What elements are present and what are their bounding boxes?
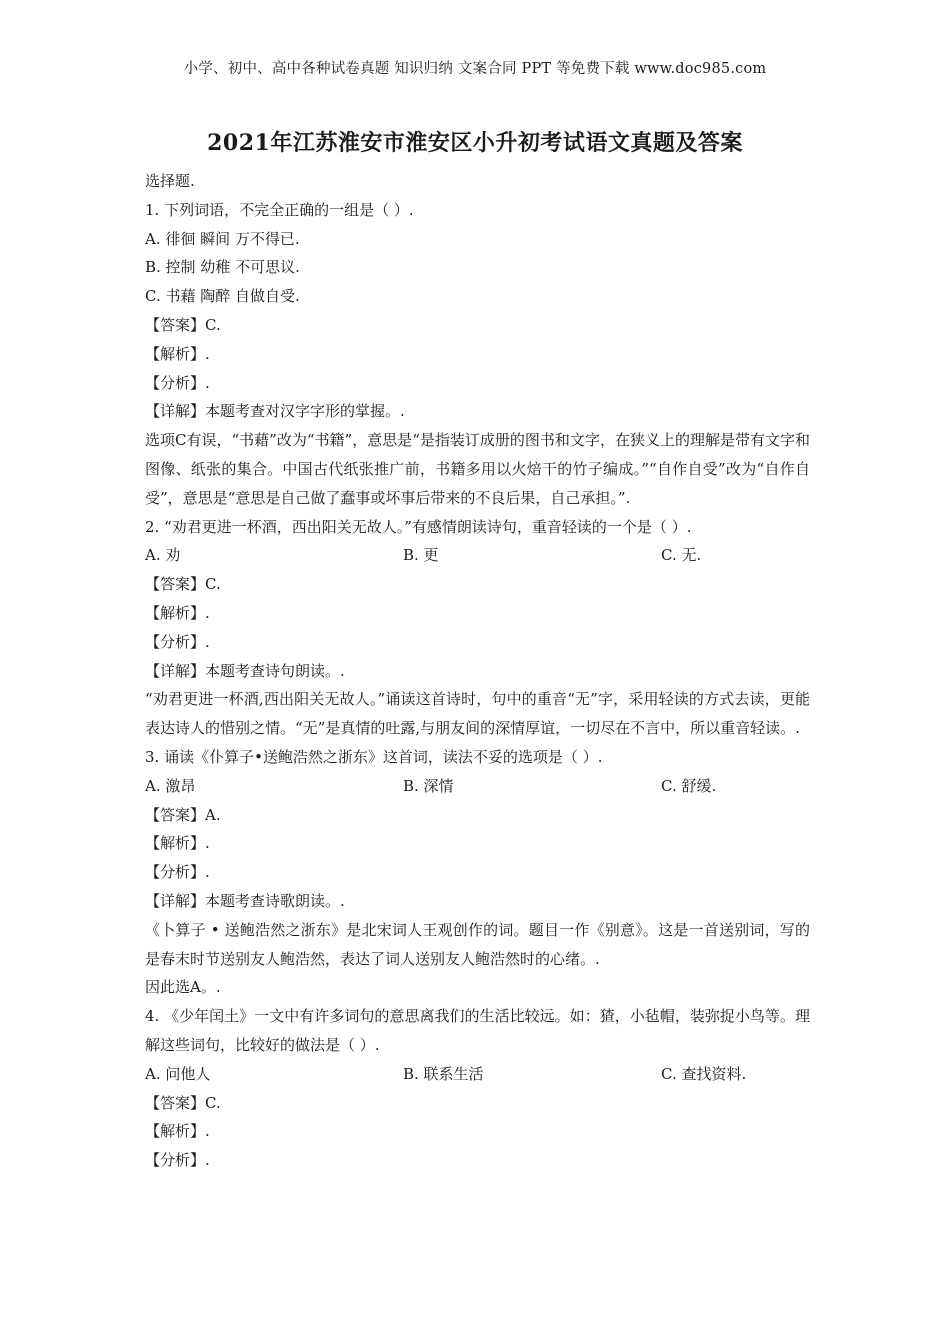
question-4-fenxi: 【分析】.	[145, 1151, 210, 1170]
question-3-answer: 【答案】A.	[145, 805, 221, 824]
question-1-explanation: 选项C有误，“书藉”改为“书籍”，意思是“是指装订成册的图书和文字，在狭义上的理解是带有文字和图像、纸张的集合。中国古代纸张推广前，书籍多用以火焙干的竹子编成。”“自作自受”改为“自作自受”，意思是“意思是自己做了蠢事或坏事后带来的不良后果，自己承担。”.	[145, 431, 810, 507]
question-4-option-a: A. 问他人	[145, 1064, 211, 1083]
document-title: 2021年江苏淮安市淮安区小升初考试语文真题及答案	[207, 130, 743, 156]
question-2-option-b: B. 更	[403, 546, 439, 565]
question-1-stem: 1. 下列词语，不完全正确的一组是（ ）.	[145, 200, 414, 219]
question-3-fenxi: 【分析】.	[145, 863, 210, 882]
question-2-option-c: C. 无.	[661, 546, 702, 565]
question-2-stem: 2. “劝君更进一杯酒，西出阳关无故人。”有感情朗读诗句，重音轻读的一个是（ ）.	[145, 517, 692, 536]
document-body	[145, 167, 810, 1175]
question-2-options	[145, 541, 810, 570]
question-2-option-a: A. 劝	[145, 546, 181, 565]
question-1-option-b: B. 控制 幼稚 不可思议.	[145, 258, 300, 277]
question-4-option-b: B. 联系生活	[403, 1064, 484, 1083]
question-2-jiexi: 【解析】.	[145, 603, 210, 622]
question-3-option-b: B. 深情	[403, 776, 454, 795]
question-2-answer: 【答案】C.	[145, 575, 221, 594]
question-1-fenxi: 【分析】.	[145, 373, 210, 392]
question-2-fenxi: 【分析】.	[145, 632, 210, 651]
question-4-options	[145, 1060, 810, 1089]
question-4-answer: 【答案】C.	[145, 1093, 221, 1112]
section-heading: 选择题.	[145, 172, 195, 190]
question-1-option-a: A. 徘徊 瞬间 万不得已.	[145, 229, 300, 248]
question-3-option-c: C. 舒缓.	[661, 776, 717, 795]
question-4-jiexi: 【解析】.	[145, 1122, 210, 1141]
question-1-option-c: C. 书藉 陶醉 自做自受.	[145, 287, 300, 306]
question-3-explanation: 《卜算子 • 送鲍浩然之浙东》是北宋词人王观创作的词。题目一作《别意》。这是一首送别词，写的是春末时节送别友人鲍浩然，表达了词人送别友人鲍浩然时的心绪。.	[145, 920, 810, 968]
question-3-xiangjie: 【详解】本题考查诗歌朗读。.	[145, 891, 345, 910]
question-2-xiangjie: 【详解】本题考查诗句朗读。.	[145, 661, 345, 680]
question-3-option-a: A. 激昂	[145, 776, 196, 795]
question-3-jiexi: 【解析】.	[145, 834, 210, 853]
question-4-option-c: C. 查找资料.	[661, 1064, 747, 1083]
question-1-xiangjie: 【详解】本题考查对汉字字形的掌握。.	[145, 402, 405, 421]
question-1-jiexi: 【解析】.	[145, 344, 210, 363]
question-2-explanation: “劝君更进一杯酒,西出阳关无故人。”诵读这首诗时，句中的重音“无”字，采用轻读的方式去读，更能表达诗人的惜别之情。“无”是真情的吐露,与朋友间的深情厚谊，一切尽在不言中，所以重音轻读。.	[145, 690, 810, 738]
question-3-stem: 3. 诵读《仆算子•送鲍浩然之浙东》这首词，读法不妥的选项是（ ）.	[145, 747, 603, 766]
question-3-options	[145, 772, 810, 801]
question-3-conclusion: 因此选A。.	[145, 978, 221, 997]
question-1-answer: 【答案】C.	[145, 315, 221, 334]
page-header: 小学、初中、高中各种试卷真题 知识归纳 文案合同 PPT 等免费下载 www.doc985.com	[183, 61, 767, 77]
question-4-stem: 4. 《少年闰土》一文中有许多词句的意思离我们的生活比较远。如：猹，小毡帽，装弥捉小鸟等。理解这些词句，比较好的做法是（ ）.	[145, 1007, 810, 1054]
